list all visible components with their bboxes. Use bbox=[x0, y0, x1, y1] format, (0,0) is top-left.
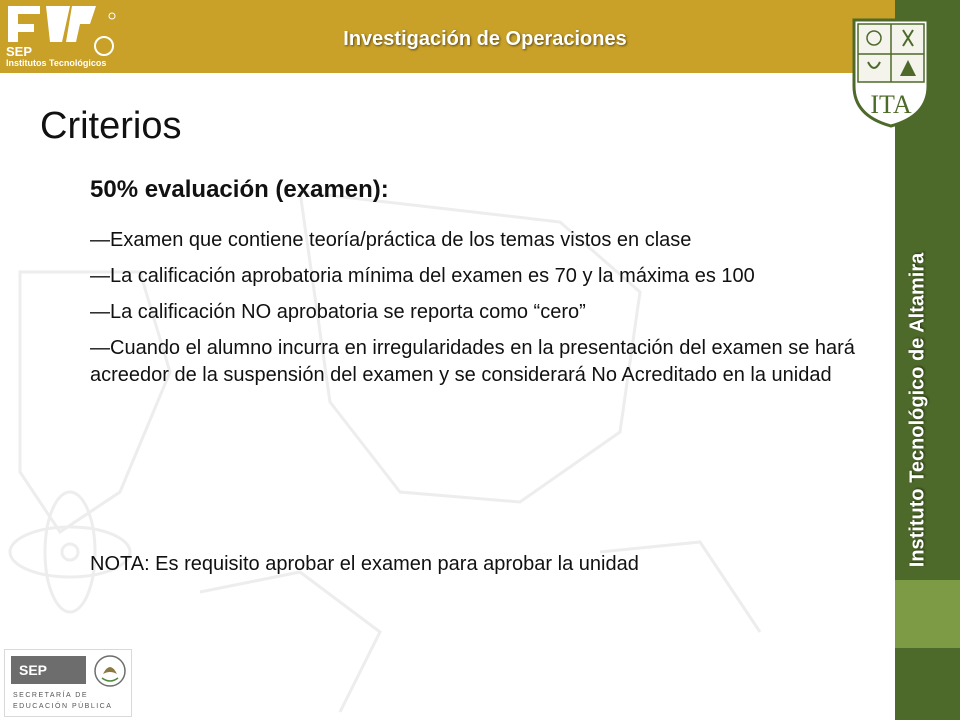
bullet-marker: — bbox=[90, 301, 110, 323]
vertical-label-text: Instituto Tecnológico de Altamira bbox=[906, 252, 929, 568]
subheading: 50% evaluación (examen): bbox=[90, 176, 389, 203]
note-text: NOTA: Es requisito aprobar el examen para aprobar la unidad bbox=[90, 553, 639, 575]
bullet-item bbox=[90, 335, 855, 389]
sep-seal-icon bbox=[95, 37, 113, 55]
eagle-seal-icon bbox=[93, 654, 127, 688]
bullet-marker: — bbox=[90, 265, 110, 287]
bullet-item bbox=[90, 299, 855, 326]
bullet-text: Cuando el alumno incurra en irregularidades en la presentación del examen se hará acreedor de la suspensión del examen y se considerará No Acreditado en la unidad bbox=[90, 337, 855, 386]
sep-subtitle: Institutos Tecnológicos bbox=[6, 58, 107, 68]
bullet-text: La calificación NO aprobatoria se reporta como “cero” bbox=[110, 301, 586, 323]
sidebar-bottom-block bbox=[895, 648, 960, 720]
sep-footer-badge: SEP bbox=[11, 656, 86, 684]
sep-footer-line1: SECRETARÍA DE bbox=[13, 692, 88, 699]
sep-footer-logo bbox=[4, 649, 132, 717]
bullet-text: Examen que contiene teoría/práctica de los temas vistos en clase bbox=[110, 229, 692, 251]
ita-logo-text: ITA bbox=[870, 90, 912, 119]
bullet-item bbox=[90, 227, 855, 254]
bullet-list bbox=[90, 227, 855, 398]
slide-title: Criterios bbox=[40, 105, 182, 147]
header-title: Investigación de Operaciones bbox=[343, 28, 627, 50]
sep-logo bbox=[0, 0, 150, 73]
sep-abbrev: SEP bbox=[6, 44, 33, 59]
bullet-marker: — bbox=[90, 229, 110, 251]
sidebar-light-block bbox=[895, 580, 960, 648]
sep-footer-line2: EDUCACIÓN PÚBLICA bbox=[13, 703, 113, 710]
bullet-marker: — bbox=[90, 337, 110, 359]
bullet-text: La calificación aprobatoria mínima del examen es 70 y la máxima es 100 bbox=[110, 265, 755, 287]
bullet-item bbox=[90, 263, 855, 290]
